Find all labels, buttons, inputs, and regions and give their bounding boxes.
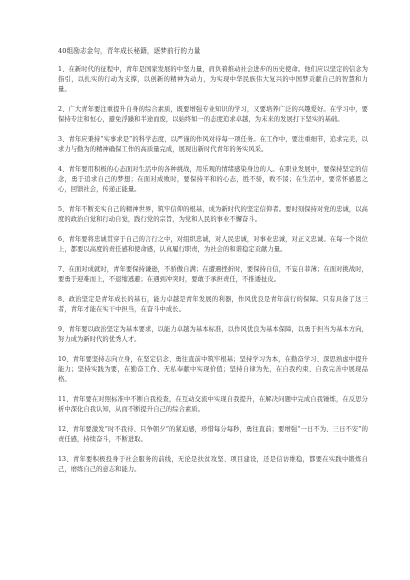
paragraph-8: 8、政治坚定是青年成长的基石，能力卓越是青年发展的利器，作风优良是青年前行的保障。只有具备了这三者，青年才能在实干中担当，在奋斗中成长。 [58,296,368,314]
paragraph-1: 1、在新时代的征程中，青年是国家发展的中坚力量，肩负着推动社会进步的历史使命。他们应以坚定的信念为指引，以扎实的行动为支撑，以创新的精神为动力，为实现中华民族伟大复兴的中国梦贡献自己的智慧和力量。 [58,66,368,94]
paragraph-10: 10、青年要坚持志向立身，在坚定信念、勇往直前中筑牢根基；坚持学习为本，在勤奋学习、深思熟虑中提升能力；坚持实践为要，在勤奋工作、无私奉献中实现价值；坚持自律为先，在自我约束、自我完善中展现品格。 [58,356,368,384]
paragraph-3: 3、青年应秉持“实事求是”的科学态度，以严谨的作风对待每一项任务。在工作中，要注重细节，追求完美，以求力与勤为的精神确保工作的高质量完成，展现出新时代青年的务实风采。 [58,136,368,154]
paragraph-11: 11、青年要在对照标准中不断自我检查，在互动交流中实现自我提升，在解决问题中完成自我锤炼，在反思分析中深化自我认知，从而不断提升自己的综合素质。 [58,396,368,414]
paragraph-6: 6、青年要将忠诚贯穿于自己的言行之中，对组织忠诚，对人民忠诚，对事业忠诚，对正义忠诚。在每一个岗位上，都要以高度的责任感和使命感，认真履行职责，为社会的和谐稳定贡献力量。 [58,236,368,254]
paragraph-list [58,65,368,475]
paragraph-13: 13、青年要积极投身于社会服务的前线，无论是扶贫攻坚、项目建设，还是信访维稳，都要在实践中锻炼自己，磨练自己的意志和能力。 [58,456,368,474]
paragraph-4: 4、青年要用积极的心态面对生活中的各种挑战，用乐观的情绪感染身边的人。在职业发展中，要保持坚定的信念，勇于追求自己的梦想；在面对成败时，要保持平和的心态，胜不骄，败不馁；在生活中，要常怀感恩之心，回馈社会，传递正能量。 [58,166,368,194]
document-title: 40组励志金句，青年成长秘籍，逐梦前行的力量 [58,47,201,55]
paragraph-7: 7、在面对成就时，青年要保持谦逊，不骄傲自满；在遭遇挫折时，要保持自信，不妄自菲薄；在面对挑战时，要勇于迎难而上，不退缩逃避；在遇到冲突时，要敢于承担责任，不推诿扯皮。 [58,266,368,284]
paragraph-2: 2、广大青年要注重提升自身的综合素质，既要增强专业知识的学习，又要培养广泛的兴趣爱好。在学习中，要保持专注和恒心，避免浮躁和半途而废，以始终如一的态度追求卓越，为未来的发展打下坚实的基础。 [58,106,368,124]
paragraph-12: 12、青年要激发“时不我待、只争朝夕”的紧迫感，珍惜每分每秒，勇往直前；要增强“一日不为、三日不安”的责任感，持续奋斗，不断进取。 [58,426,368,444]
paragraph-5: 5、青年不断充实自己的精神世界，筑牢信仰的根基，成为新时代的坚定信仰者。要时刻保持对党的忠诚，以高度的政治自觉和行动自觉，践行党的宗旨，为党和人民的事业不懈奋斗。 [58,206,368,224]
paragraph-9: 9、青年要以政治坚定为基本要求，以能力卓越为基本标准，以作风优良为基本保障，以勇于担当为基本方向，努力成为新时代的优秀人才。 [58,326,368,344]
